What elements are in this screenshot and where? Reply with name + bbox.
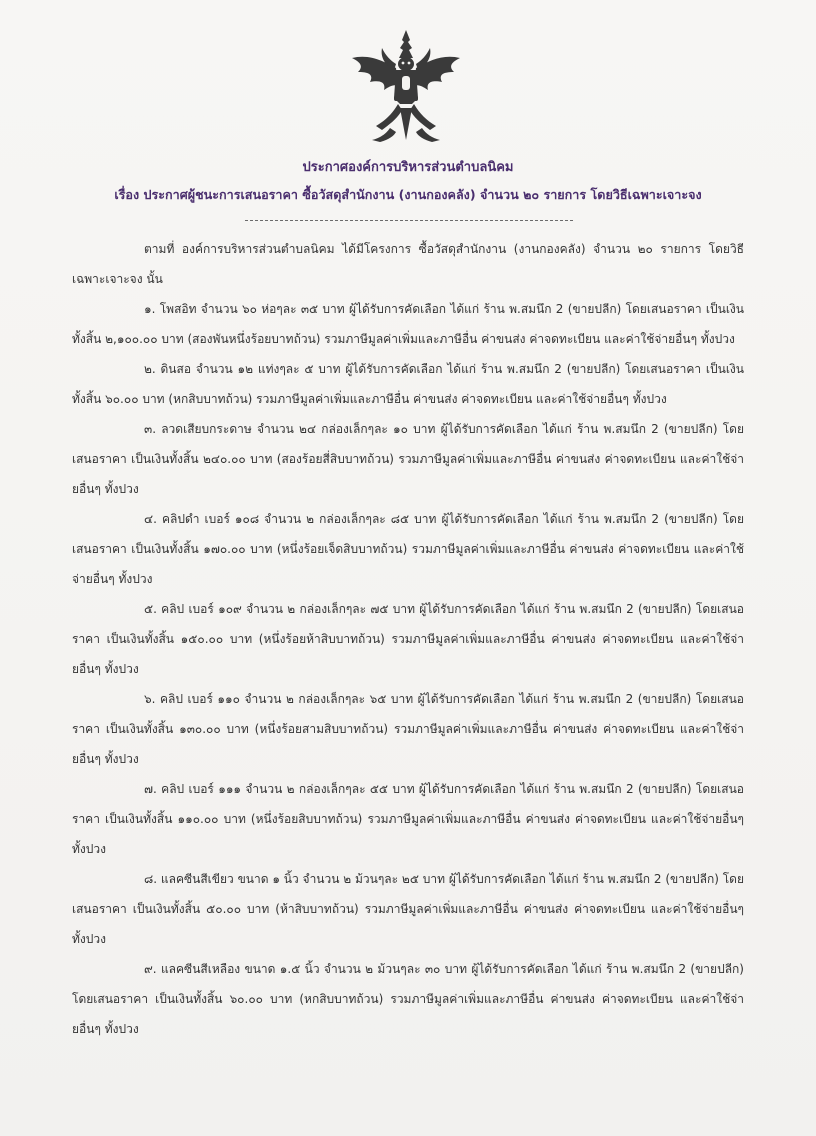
announcement-subject: เรื่อง ประกาศผู้ชนะการเสนอราคา ซื้อวัสดุสำนักงาน (งานกองคลัง) จำนวน ๒๐ รายการ โดยวิธีเฉพาะเจาะจง — [114, 187, 702, 202]
garuda-emblem-icon — [346, 28, 466, 146]
page-title: ประกาศองค์การบริหารส่วนตำบลนิคม — [302, 160, 514, 175]
list-item: ๒. ดินสอ จำนวน ๑๒ แท่งๆละ ๕ บาท ผู้ได้รับการคัดเลือก ได้แก่ ร้าน พ.สมนึก 2 (ขายปลีก) โดยเสนอราคา เป็นเงินทั้งสิ้น ๖๐.๐๐ บาท (หกสิบบาทถ้วน) รวมภาษีมูลค่าเพิ่มและภาษีอื่น ค่าขนส่ง ค่าจดทะเบียน และค่าใช้จ่ายอื่นๆ ทั้งปวง — [72, 362, 744, 406]
list-item: ๖. คลิป เบอร์ ๑๑๐ จำนวน ๒ กล่องเล็กๆละ ๖๕ บาท ผู้ได้รับการคัดเลือก ได้แก่ ร้าน พ.สมนึก 2 (ขายปลีก) โดยเสนอราคา เป็นเงินทั้งสิ้น ๑๓๐.๐๐ บาท (หนึ่งร้อยสามสิบบาทถ้วน) รวมภาษีมูลค่าเพิ่มและภาษีอื่น ค่าขนส่ง ค่าจดทะเบียน และค่าใช้จ่ายอื่นๆ ทั้งปวง — [72, 692, 744, 766]
list-item: ๑. โพสอิท จำนวน ๖๐ ห่อๆละ ๓๕ บาท ผู้ได้รับการคัดเลือก ได้แก่ ร้าน พ.สมนึก 2 (ขายปลีก) โดยเสนอราคา เป็นเงินทั้งสิ้น ๒,๑๐๐.๐๐ บาท (สองพันหนึ่งร้อยบาทถ้วน) รวมภาษีมูลค่าเพิ่มและภาษีอื่น ค่าขนส่ง ค่าจดทะเบียน และค่าใช้จ่ายอื่นๆ ทั้งปวง — [72, 302, 744, 346]
divider — [245, 220, 573, 221]
intro-paragraph: ตามที่ องค์การบริหารส่วนตำบลนิคม ได้มีโครงการ ซื้อวัสดุสำนักงาน (งานกองคลัง) จำนวน ๒๐ รายการ โดยวิธีเฉพาะเจาะจง นั้น — [72, 242, 744, 286]
list-item: ๙. แลคซีนสีเหลือง ขนาด ๑.๕ นิ้ว จำนวน ๒ ม้วนๆละ ๓๐ บาท ผู้ได้รับการคัดเลือก ได้แก่ ร้าน พ.สมนึก 2 (ขายปลีก) โดยเสนอราคา เป็นเงินทั้งสิ้น ๖๐.๐๐ บาท (หกสิบบาทถ้วน) รวมภาษีมูลค่าเพิ่มและภาษีอื่น ค่าขนส่ง ค่าจดทะเบียน และค่าใช้จ่ายอื่นๆ ทั้งปวง — [72, 962, 744, 1036]
list-item: ๔. คลิปดำ เบอร์ ๑๐๘ จำนวน ๒ กล่องเล็กๆละ ๘๕ บาท ผู้ได้รับการคัดเลือก ได้แก่ ร้าน พ.สมนึก 2 (ขายปลีก) โดยเสนอราคา เป็นเงินทั้งสิ้น ๑๗๐.๐๐ บาท (หนึ่งร้อยเจ็ดสิบบาทถ้วน) รวมภาษีมูลค่าเพิ่มและภาษีอื่น ค่าขนส่ง ค่าจดทะเบียน และค่าใช้จ่ายอื่นๆ ทั้งปวง — [72, 512, 745, 586]
document-body — [72, 234, 744, 1044]
list-item: ๕. คลิป เบอร์ ๑๐๙ จำนวน ๒ กล่องเล็กๆละ ๗๕ บาท ผู้ได้รับการคัดเลือก ได้แก่ ร้าน พ.สมนึก 2 (ขายปลีก) โดยเสนอราคา เป็นเงินทั้งสิ้น ๑๕๐.๐๐ บาท (หนึ่งร้อยห้าสิบบาทถ้วน) รวมภาษีมูลค่าเพิ่มและภาษีอื่น ค่าขนส่ง ค่าจดทะเบียน และค่าใช้จ่ายอื่นๆ ทั้งปวง — [72, 602, 744, 676]
list-item: ๓. ลวดเสียบกระดาษ จำนวน ๒๔ กล่องเล็กๆละ ๑๐ บาท ผู้ได้รับการคัดเลือก ได้แก่ ร้าน พ.สมนึก 2 (ขายปลีก) โดยเสนอราคา เป็นเงินทั้งสิ้น ๒๔๐.๐๐ บาท (สองร้อยสี่สิบบาทถ้วน) รวมภาษีมูลค่าเพิ่มและภาษีอื่น ค่าขนส่ง ค่าจดทะเบียน และค่าใช้จ่ายอื่นๆ ทั้งปวง — [72, 422, 744, 496]
list-item: ๗. คลิป เบอร์ ๑๑๑ จำนวน ๒ กล่องเล็กๆละ ๕๕ บาท ผู้ได้รับการคัดเลือก ได้แก่ ร้าน พ.สมนึก 2 (ขายปลีก) โดยเสนอราคา เป็นเงินทั้งสิ้น ๑๑๐.๐๐ บาท (หนึ่งร้อยสิบบาทถ้วน) รวมภาษีมูลค่าเพิ่มและภาษีอื่น ค่าขนส่ง ค่าจดทะเบียน และค่าใช้จ่ายอื่นๆ ทั้งปวง — [72, 782, 744, 856]
list-item: ๘. แลคซีนสีเขียว ขนาด ๑ นิ้ว จำนวน ๒ ม้วนๆละ ๒๕ บาท ผู้ได้รับการคัดเลือก ได้แก่ ร้าน พ.สมนึก 2 (ขายปลีก) โดยเสนอราคา เป็นเงินทั้งสิ้น ๕๐.๐๐ บาท (ห้าสิบบาทถ้วน) รวมภาษีมูลค่าเพิ่มและภาษีอื่น ค่าขนส่ง ค่าจดทะเบียน และค่าใช้จ่ายอื่นๆ ทั้งปวง — [72, 872, 744, 946]
